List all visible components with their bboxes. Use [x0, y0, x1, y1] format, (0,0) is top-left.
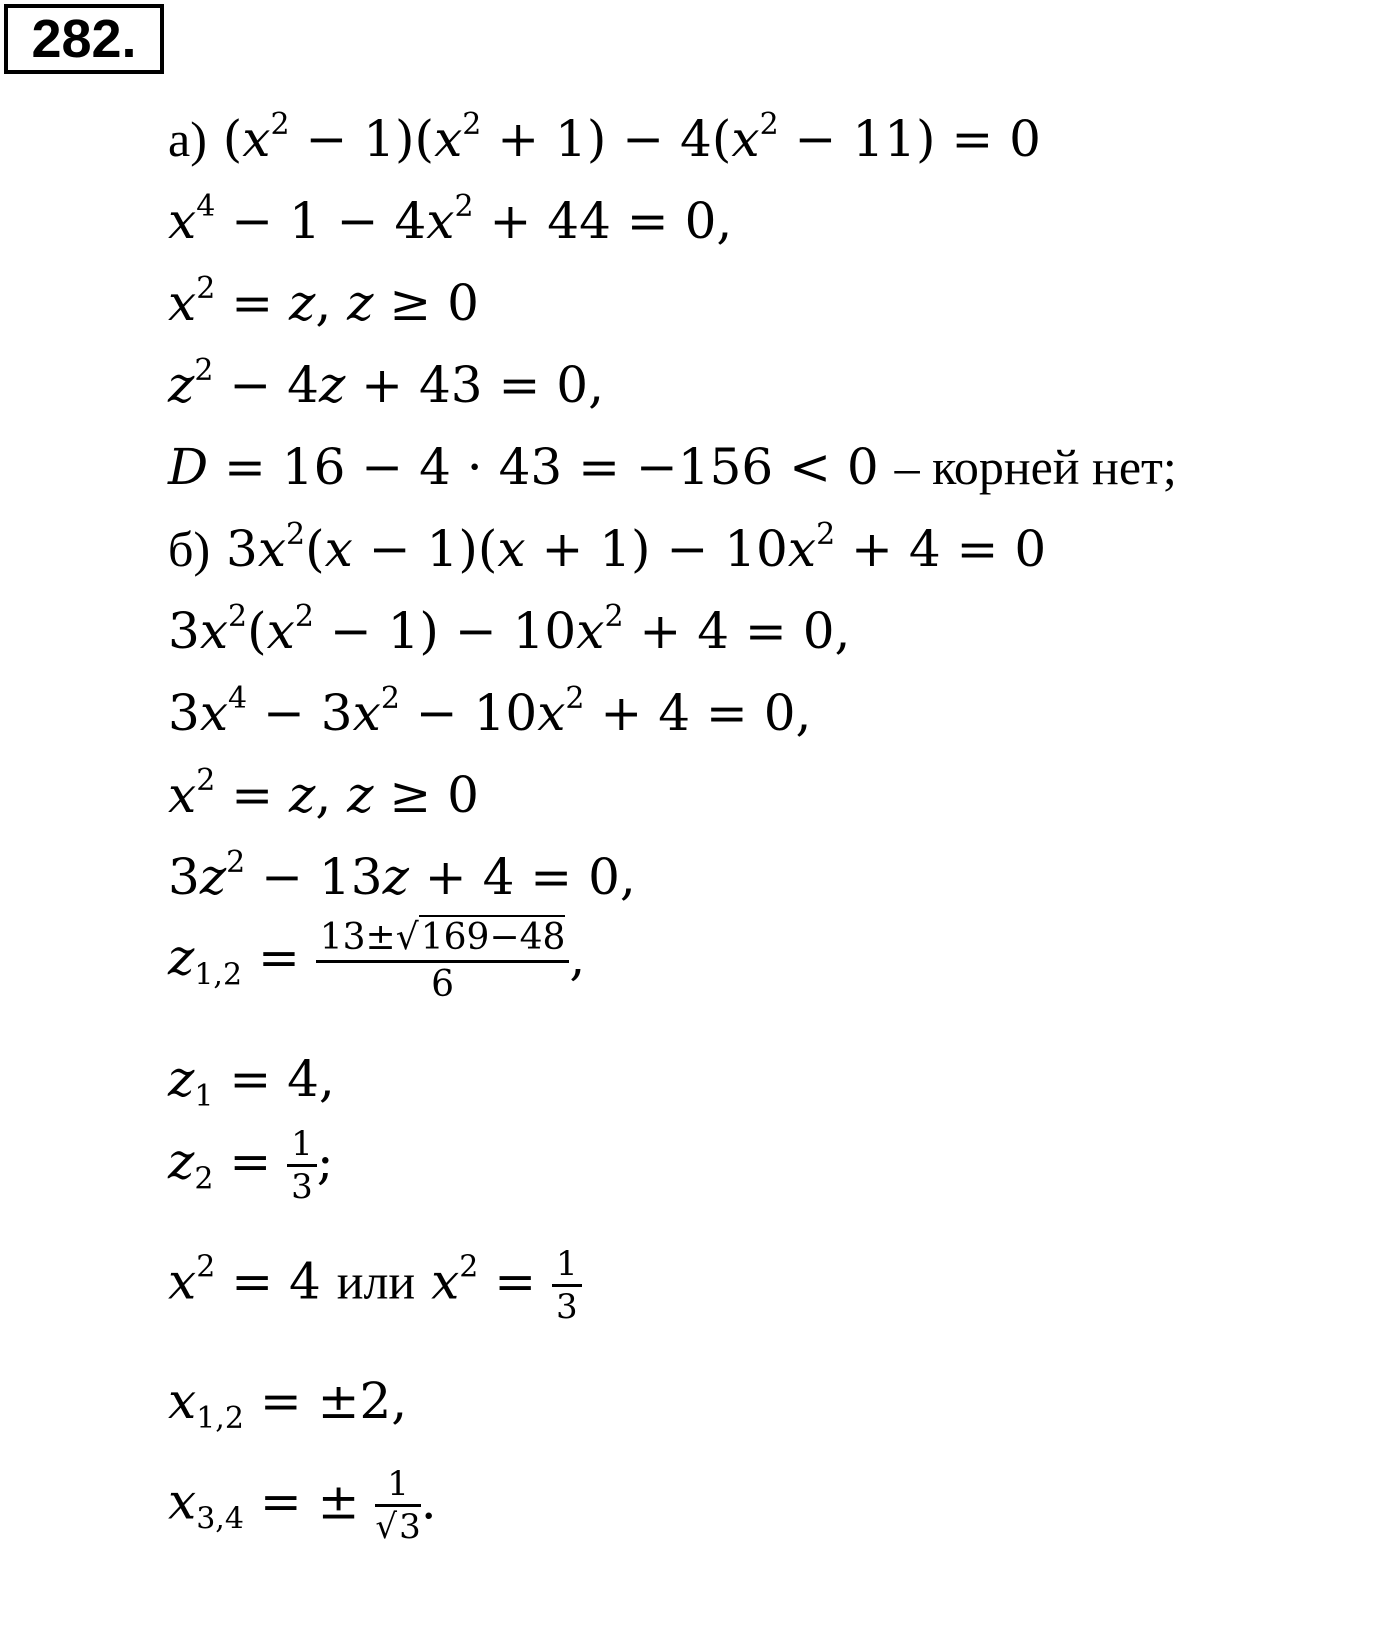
- equation-line-9: $x^2 = z$, z ≥ 0: [168, 763, 479, 824]
- z2-denominator: 3: [291, 1167, 313, 1207]
- z12-numerator-radicand: 169−48: [420, 917, 566, 958]
- equation-line-6: б) $3x^2(x - 1)(x + 1) - 10x^2 + 4 = 0$: [168, 517, 1047, 578]
- x2-fraction: [552, 1244, 582, 1327]
- equation-line-14: $x^2 = 4$ или $x^2$ = $\frac{1}{3}$: [168, 1244, 582, 1344]
- x34-denominator-radicand: 3: [399, 1507, 421, 1547]
- equation-line-3: $x^2 = z$, z ≥ 0: [168, 271, 479, 332]
- z12-numerator-prefix: 13±: [319, 917, 396, 958]
- equation-line-7: $3x^2(x^2 - 1) - 10x^2 + 4 = 0$,: [168, 599, 851, 660]
- x34-numerator: 1: [375, 1464, 420, 1507]
- problem-number: 282.: [4, 4, 164, 74]
- no-roots-text: – корней нет;: [894, 439, 1177, 495]
- equation-line-13: $z_2$ = $\frac{1}{3}$ ;: [168, 1124, 334, 1207]
- x2-denominator: 3: [556, 1287, 578, 1327]
- equation-line-11: $z_{1,2}$ = $\frac{13\pm√169-48}{6}$ ,: [168, 917, 586, 1005]
- equation-line-1: а) $(x^2 - 1)(x^2 + 1) - 4(x^2 - 11) = 0$: [168, 107, 1041, 168]
- z2-fraction: [287, 1124, 317, 1207]
- part-a-label: а): [168, 111, 207, 167]
- x34-fraction: $\frac{1}{√3}$: [375, 1464, 421, 1547]
- equation-line-5: D = 16 − 4 · 43 = −156 < 0 – корней нет;: [168, 438, 1177, 496]
- z12-denominator: 6: [431, 964, 455, 1005]
- z2-numerator: 1: [287, 1124, 317, 1167]
- x2-numerator: 1: [552, 1244, 582, 1287]
- equation-line-15: $x_{1,2} = \pm 2$,: [168, 1372, 408, 1436]
- equation-line-12: $z_1 = 4$,: [168, 1050, 335, 1114]
- equation-line-10: $3z^2 - 13z + 4 = 0$,: [168, 845, 636, 906]
- or-text: или: [336, 1253, 416, 1310]
- z12-fraction: $\frac{13\pm√169-48}{6}$: [316, 916, 570, 1007]
- equation-line-16: $x_{3,4}$ = ± $\frac{1}{√3}$ .: [168, 1464, 437, 1547]
- equation-line-2: $x^4 - 1 - 4x^2 + 44 = 0$,: [168, 189, 733, 250]
- equation-line-4: $z^2 - 4z + 43 = 0$,: [168, 353, 604, 414]
- equation-line-8: $3x^4 - 3x^2 - 10x^2 + 4 = 0$,: [168, 681, 812, 742]
- part-b-label: б): [168, 521, 211, 577]
